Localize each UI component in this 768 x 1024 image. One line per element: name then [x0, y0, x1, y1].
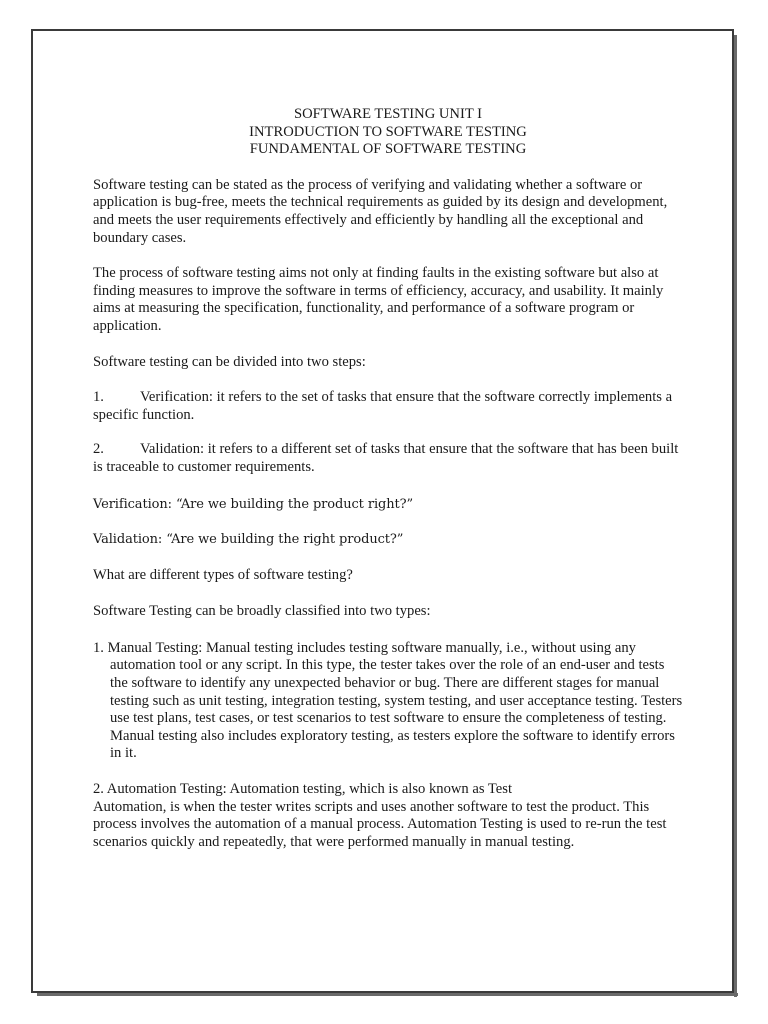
- automation-testing-item: [93, 781, 683, 851]
- list-item: [93, 441, 683, 476]
- document-body: [93, 106, 683, 851]
- automation-testing-rest: Automation, is when the tester writes scripts and uses another software to test the product. This process involves the automation of a manual process. Automation Testing is used to re-run the test scenarios quickly and repeatedly, that were performed manually in manual testing.: [93, 798, 667, 850]
- paragraph-process: The process of software testing aims not only at finding faults in the existing software but also at finding measures to improve the software in terms of efficiency, accuracy, and usability. It mainly aims at measuring the specification, functionality, and performance of a software program or application.: [93, 265, 664, 334]
- validation-quote: Validation: “Are we building the right product?”: [93, 532, 404, 548]
- step-number: 1.: [93, 389, 104, 406]
- types-intro: Software Testing can be broadly classified into two types:: [93, 603, 431, 620]
- automation-testing-first-line: 2. Automation Testing: Automation testing, which is also known as Test: [93, 781, 512, 798]
- types-question: What are different types of software testing?: [93, 566, 353, 583]
- section-heading: FUNDAMENTAL OF SOFTWARE TESTING: [249, 141, 527, 158]
- paragraph-definition: Software testing can be stated as the process of verifying and validating whether a software or application is bug-free, meets the technical requirements as guided by its design and development, and meets the user requirements effectively and efficiently by handling all the exceptional and boundary cases.: [93, 176, 668, 246]
- title-line-2: INTRODUCTION TO SOFTWARE TESTING: [249, 123, 527, 140]
- step-text: Verification: it refers to the set of tasks that ensure that the software correctly implements a specific function.: [93, 389, 673, 423]
- verification-quote: Verification: “Are we building the product right?”: [93, 496, 414, 512]
- step-number: 2.: [93, 441, 104, 458]
- paragraph-steps-intro: Software testing can be divided into two steps:: [93, 353, 366, 370]
- step-text: Validation: it refers to a different set of tasks that ensure that the software that has been built is traceable to customer requirements.: [93, 441, 679, 475]
- title-line-1: SOFTWARE TESTING UNIT I: [294, 106, 482, 122]
- list-item: [93, 389, 683, 424]
- manual-testing-item: 1. Manual Testing: Manual testing includes testing software manually, i.e., without using any automation tool or any script. In this type, the tester takes over the role of an end-user and tests the software to identify any unexpected behavior or bug. There are different stages for manual testing such as unit testing, integration testing, system testing, and user acceptance testing. Testers use test plans, test cases, or test scenarios to test software to ensure the completeness of testing. Manual testing also includes exploratory testing, as testers explore the software to identify errors in it.: [93, 639, 683, 762]
